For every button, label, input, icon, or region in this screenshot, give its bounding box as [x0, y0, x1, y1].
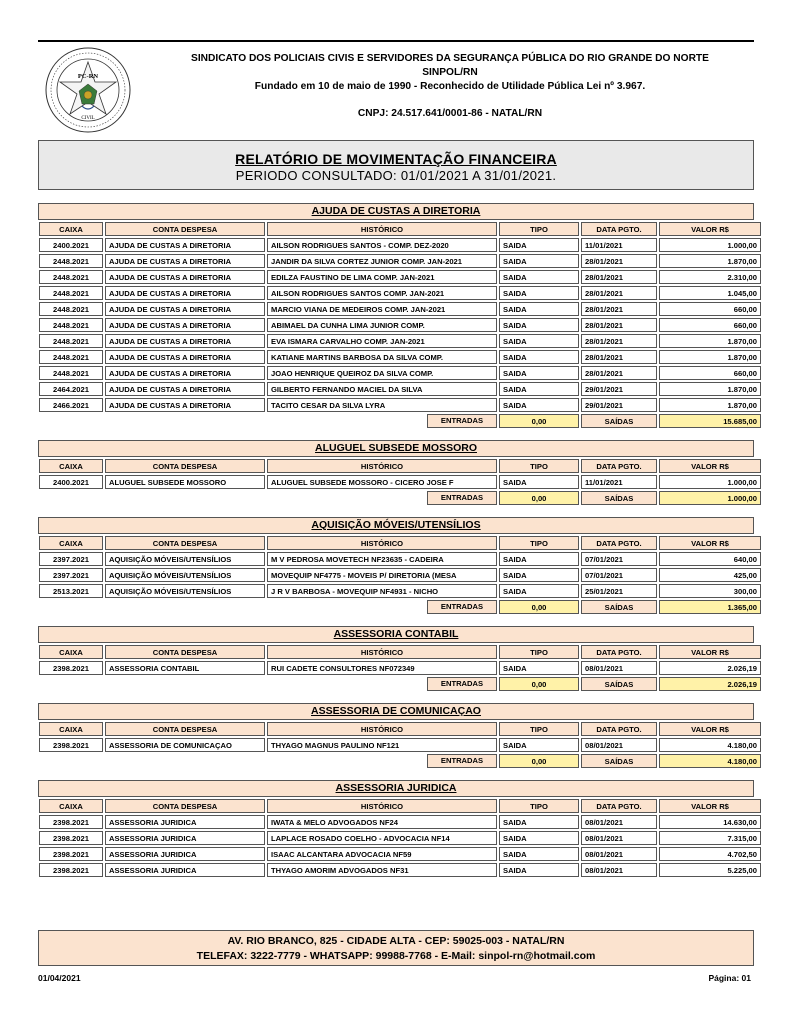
section-title-text: ASSESSORIA JURIDICA	[335, 782, 457, 794]
table-cell: ALUGUEL SUBSEDE MOSSORO - CICERO JOSE F	[267, 475, 497, 489]
table-cell: 08/01/2021	[581, 831, 657, 845]
table-cell: 660,00	[659, 302, 761, 316]
table-cell: 2398.2021	[39, 738, 103, 752]
table-row	[39, 475, 761, 489]
table-row	[39, 382, 761, 396]
entradas-label	[267, 414, 497, 428]
spacer-cell	[105, 677, 265, 691]
table-cell: AJUDA DE CUSTAS A DIRETORIA	[105, 350, 265, 364]
totals-row	[39, 414, 761, 428]
table-cell: TACITO CESAR DA SILVA LYRA	[267, 398, 497, 412]
table-cell: SAIDA	[499, 738, 579, 752]
table-row	[39, 286, 761, 300]
section-title-text: ASSESSORIA CONTABIL	[333, 628, 459, 640]
table-cell: 5.225,00	[659, 863, 761, 877]
org-name: SINDICATO DOS POLICIAIS CIVIS E SERVIDORES DA SEGURANÇA PÚBLICA DO RIO GRANDE DO NORTE	[191, 53, 709, 64]
footer-box	[38, 930, 754, 966]
table-cell: 08/01/2021	[581, 863, 657, 877]
table-cell: 2466.2021	[39, 398, 103, 412]
table-cell: ASSESSORIA JURIDICA	[105, 831, 265, 845]
report-title: RELATÓRIO DE MOVIMENTAÇÃO FINANCEIRA	[235, 151, 557, 167]
table-cell: 29/01/2021	[581, 382, 657, 396]
transactions-table	[37, 720, 763, 770]
spacer-cell	[39, 754, 103, 768]
table-cell: 29/01/2021	[581, 398, 657, 412]
column-header: TIPO	[499, 799, 579, 813]
section-spacer	[38, 616, 754, 626]
table-cell: 28/01/2021	[581, 334, 657, 348]
column-header: DATA PGTO.	[581, 536, 657, 550]
table-cell: 425,00	[659, 568, 761, 582]
column-header: HISTÓRICO	[267, 459, 497, 473]
table-cell: 2448.2021	[39, 270, 103, 284]
table-cell: 1.870,00	[659, 398, 761, 412]
column-header: TIPO	[499, 645, 579, 659]
table-cell: ALUGUEL SUBSEDE MOSSORO	[105, 475, 265, 489]
table-row	[39, 661, 761, 675]
column-header: VALOR R$	[659, 645, 761, 659]
table-cell: ASSESSORIA JURIDICA	[105, 815, 265, 829]
table-cell: 2.310,00	[659, 270, 761, 284]
table-cell: SAIDA	[499, 350, 579, 364]
entradas-label	[267, 600, 497, 614]
table-cell: SAIDA	[499, 382, 579, 396]
table-cell: 2448.2021	[39, 334, 103, 348]
footer-address: AV. RIO BRANCO, 825 - CIDADE ALTA - CEP: 59025-003 - NATAL/RN	[227, 935, 565, 947]
logo-text-bottom: CIVIL	[81, 116, 95, 121]
table-cell: SAIDA	[499, 568, 579, 582]
table-row	[39, 350, 761, 364]
column-header-row	[39, 536, 761, 550]
section-spacer	[38, 430, 754, 440]
footer-contact: TELEFAX: 3222-7779 - WHATSAPP: 99988-7768 - E-Mail: sinpol-rn@hotmail.com	[196, 950, 596, 962]
table-row	[39, 366, 761, 380]
column-header-row	[39, 645, 761, 659]
table-cell: JANDIR DA SILVA CORTEZ JUNIOR COMP. JAN-2021	[267, 254, 497, 268]
totals-row	[39, 491, 761, 505]
column-header: HISTÓRICO	[267, 222, 497, 236]
expense-section	[38, 517, 757, 626]
section-title-text: AQUISIÇÃO MÓVEIS/UTENSÍLIOS	[311, 519, 481, 531]
table-cell: SAIDA	[499, 863, 579, 877]
column-header: HISTÓRICO	[267, 536, 497, 550]
column-header: HISTÓRICO	[267, 799, 497, 813]
section-title	[38, 780, 754, 797]
table-cell: ASSESSORIA CONTABIL	[105, 661, 265, 675]
table-cell: ASSESSORIA JURIDICA	[105, 863, 265, 877]
table-cell: J R V BARBOSA - MOVEQUIP NF4931 - NICHO	[267, 584, 497, 598]
table-cell: AQUISIÇÃO MÓVEIS/UTENSÍLIOS	[105, 568, 265, 582]
table-cell: 4.702,50	[659, 847, 761, 861]
table-cell: AQUISIÇÃO MÓVEIS/UTENSÍLIOS	[105, 584, 265, 598]
table-cell: 640,00	[659, 552, 761, 566]
column-header: VALOR R$	[659, 722, 761, 736]
saidas-value: 15.685,00	[659, 414, 761, 428]
table-cell: MOVEQUIP NF4775 - MOVEIS P/ DIRETORIA (MESA	[267, 568, 497, 582]
column-header: CONTA DESPESA	[105, 222, 265, 236]
sections-container	[38, 203, 757, 879]
table-row	[39, 318, 761, 332]
table-row	[39, 302, 761, 316]
column-header-row	[39, 459, 761, 473]
saidas-value: 4.180,00	[659, 754, 761, 768]
table-cell: 28/01/2021	[581, 350, 657, 364]
table-cell: 2397.2021	[39, 552, 103, 566]
table-row	[39, 863, 761, 877]
transactions-table	[37, 457, 763, 507]
section-spacer	[38, 507, 754, 517]
table-cell: 4.180,00	[659, 738, 761, 752]
table-row	[39, 568, 761, 582]
expense-section	[38, 440, 757, 517]
section-title-text: AJUDA DE CUSTAS A DIRETORIA	[311, 205, 481, 217]
column-header: CAIXA	[39, 722, 103, 736]
page-number: Página: 01	[708, 973, 751, 983]
table-cell: SAIDA	[499, 661, 579, 675]
column-header: CAIXA	[39, 222, 103, 236]
table-cell: AJUDA DE CUSTAS A DIRETORIA	[105, 382, 265, 396]
column-header: HISTÓRICO	[267, 722, 497, 736]
table-cell: 300,00	[659, 584, 761, 598]
table-cell: AJUDA DE CUSTAS A DIRETORIA	[105, 254, 265, 268]
table-cell: 25/01/2021	[581, 584, 657, 598]
saidas-value: 1.000,00	[659, 491, 761, 505]
footer-date: 01/04/2021	[38, 973, 81, 983]
column-header: DATA PGTO.	[581, 645, 657, 659]
table-cell: RUI CADETE CONSULTORES NF072349	[267, 661, 497, 675]
table-cell: 08/01/2021	[581, 815, 657, 829]
column-header: CONTA DESPESA	[105, 459, 265, 473]
section-title-text: ASSESSORIA DE COMUNICAÇAO	[311, 705, 481, 717]
org-foundation: Fundado em 10 de maio de 1990 - Reconhecido de Utilidade Pública Lei nº 3.967.	[254, 81, 646, 92]
table-cell: LAPLACE ROSADO COELHO - ADVOCACIA NF14	[267, 831, 497, 845]
table-cell: 2397.2021	[39, 568, 103, 582]
table-cell: SAIDA	[499, 831, 579, 845]
entradas-value: 0,00	[499, 600, 579, 614]
table-cell: 1.045,00	[659, 286, 761, 300]
table-row	[39, 738, 761, 752]
section-title	[38, 203, 754, 220]
table-row	[39, 831, 761, 845]
table-cell: 08/01/2021	[581, 847, 657, 861]
table-row	[39, 270, 761, 284]
section-title	[38, 703, 754, 720]
expense-section	[38, 203, 757, 440]
section-title-text: ALUGUEL SUBSEDE MOSSORO	[315, 442, 477, 454]
table-cell: THYAGO MAGNUS PAULINO NF121	[267, 738, 497, 752]
table-cell: SAIDA	[499, 847, 579, 861]
table-cell: 2513.2021	[39, 584, 103, 598]
table-cell: AILSON RODRIGUES SANTOS - COMP. DEZ-2020	[267, 238, 497, 252]
table-cell: SAIDA	[499, 398, 579, 412]
table-cell: 1.870,00	[659, 350, 761, 364]
table-cell: 11/01/2021	[581, 238, 657, 252]
saidas-label: SAÍDAS	[581, 600, 657, 614]
table-cell: 2398.2021	[39, 661, 103, 675]
table-cell: 1.870,00	[659, 334, 761, 348]
table-cell: 14.630,00	[659, 815, 761, 829]
saidas-value: 2.026,19	[659, 677, 761, 691]
table-cell: 2448.2021	[39, 302, 103, 316]
column-header: TIPO	[499, 222, 579, 236]
table-cell: 1.000,00	[659, 238, 761, 252]
table-cell: 28/01/2021	[581, 254, 657, 268]
table-cell: 660,00	[659, 366, 761, 380]
table-row	[39, 815, 761, 829]
table-cell: AJUDA DE CUSTAS A DIRETORIA	[105, 366, 265, 380]
report-period: PERIODO CONSULTADO: 01/01/2021 A 31/01/2021.	[235, 168, 557, 183]
column-header: DATA PGTO.	[581, 799, 657, 813]
table-cell: AQUISIÇÃO MÓVEIS/UTENSÍLIOS	[105, 552, 265, 566]
spacer-cell	[39, 677, 103, 691]
table-cell: 28/01/2021	[581, 318, 657, 332]
table-cell: 2398.2021	[39, 847, 103, 861]
table-cell: SAIDA	[499, 286, 579, 300]
table-cell: AJUDA DE CUSTAS A DIRETORIA	[105, 318, 265, 332]
table-cell: ASSESSORIA JURIDICA	[105, 847, 265, 861]
spacer-cell	[39, 600, 103, 614]
table-row	[39, 552, 761, 566]
column-header: TIPO	[499, 722, 579, 736]
column-header: CAIXA	[39, 459, 103, 473]
table-cell: THYAGO AMORIM ADVOGADOS NF31	[267, 863, 497, 877]
saidas-label: SAÍDAS	[581, 754, 657, 768]
column-header: VALOR R$	[659, 799, 761, 813]
table-cell: 2464.2021	[39, 382, 103, 396]
saidas-value: 1.365,00	[659, 600, 761, 614]
column-header: CONTA DESPESA	[105, 722, 265, 736]
column-header: TIPO	[499, 536, 579, 550]
table-cell: 2448.2021	[39, 318, 103, 332]
table-cell: 2448.2021	[39, 366, 103, 380]
table-row	[39, 254, 761, 268]
table-cell: AJUDA DE CUSTAS A DIRETORIA	[105, 398, 265, 412]
table-cell: SAIDA	[499, 254, 579, 268]
section-title	[38, 440, 754, 457]
table-cell: GILBERTO FERNANDO MACIEL DA SILVA	[267, 382, 497, 396]
entradas-label	[267, 754, 497, 768]
entradas-label-box: ENTRADAS	[427, 754, 497, 768]
section-title	[38, 517, 754, 534]
logo-text-top: PC-RN	[77, 73, 99, 80]
table-cell: AJUDA DE CUSTAS A DIRETORIA	[105, 238, 265, 252]
column-header-row	[39, 222, 761, 236]
entradas-label-box: ENTRADAS	[427, 600, 497, 614]
table-cell: 2.026,19	[659, 661, 761, 675]
table-cell: 11/01/2021	[581, 475, 657, 489]
section-spacer	[38, 693, 754, 703]
table-cell: ASSESSORIA DE COMUNICAÇAO	[105, 738, 265, 752]
saidas-label: SAÍDAS	[581, 491, 657, 505]
table-cell: 1.870,00	[659, 254, 761, 268]
entradas-label-box: ENTRADAS	[427, 414, 497, 428]
table-cell: AJUDA DE CUSTAS A DIRETORIA	[105, 334, 265, 348]
totals-row	[39, 600, 761, 614]
column-header: HISTÓRICO	[267, 645, 497, 659]
table-cell: M V PEDROSA MOVETECH NF23635 - CADEIRA	[267, 552, 497, 566]
spacer-cell	[39, 414, 103, 428]
table-cell: 2398.2021	[39, 815, 103, 829]
entradas-label-box: ENTRADAS	[427, 677, 497, 691]
sinpol-seal-logo	[44, 46, 132, 134]
column-header: CAIXA	[39, 645, 103, 659]
organization-header	[150, 52, 750, 121]
table-cell: SAIDA	[499, 238, 579, 252]
table-row	[39, 238, 761, 252]
column-header: CAIXA	[39, 799, 103, 813]
table-cell: EVA ISMARA CARVALHO COMP. JAN-2021	[267, 334, 497, 348]
column-header: DATA PGTO.	[581, 722, 657, 736]
table-cell: SAIDA	[499, 815, 579, 829]
org-acronym: SINPOL/RN	[422, 67, 478, 78]
top-rule	[38, 40, 754, 42]
entradas-label-box: ENTRADAS	[427, 491, 497, 505]
spacer-cell	[105, 600, 265, 614]
table-cell: 7.315,00	[659, 831, 761, 845]
transactions-table	[37, 220, 763, 430]
table-cell: EDILZA FAUSTINO DE LIMA COMP. JAN-2021	[267, 270, 497, 284]
column-header-row	[39, 799, 761, 813]
transactions-table	[37, 534, 763, 616]
table-cell: 2448.2021	[39, 254, 103, 268]
org-cnpj: CNPJ: 24.517.641/0001-86 - NATAL/RN	[357, 108, 543, 119]
table-cell: AJUDA DE CUSTAS A DIRETORIA	[105, 302, 265, 316]
entradas-label	[267, 677, 497, 691]
table-cell: 08/01/2021	[581, 661, 657, 675]
spacer-cell	[105, 754, 265, 768]
column-header: CONTA DESPESA	[105, 799, 265, 813]
table-cell: 2398.2021	[39, 831, 103, 845]
table-cell: IWATA & MELO ADVOGADOS NF24	[267, 815, 497, 829]
table-cell: SAIDA	[499, 584, 579, 598]
column-header: VALOR R$	[659, 459, 761, 473]
table-cell: ISAAC ALCANTARA ADVOCACIA NF59	[267, 847, 497, 861]
table-cell: 660,00	[659, 318, 761, 332]
table-cell: 1.000,00	[659, 475, 761, 489]
transactions-table	[37, 643, 763, 693]
table-cell: 28/01/2021	[581, 286, 657, 300]
table-row	[39, 398, 761, 412]
spacer-cell	[39, 491, 103, 505]
totals-row	[39, 754, 761, 768]
table-cell: SAIDA	[499, 302, 579, 316]
table-cell: 28/01/2021	[581, 270, 657, 284]
transactions-table	[37, 797, 763, 879]
table-row	[39, 334, 761, 348]
table-cell: 07/01/2021	[581, 552, 657, 566]
table-cell: AILSON RODRIGUES SANTOS COMP. JAN-2021	[267, 286, 497, 300]
expense-section	[38, 703, 757, 780]
spacer-cell	[105, 491, 265, 505]
table-cell: 2448.2021	[39, 350, 103, 364]
table-cell: 07/01/2021	[581, 568, 657, 582]
table-cell: 28/01/2021	[581, 302, 657, 316]
table-cell: 28/01/2021	[581, 366, 657, 380]
entradas-label	[267, 491, 497, 505]
table-cell: 1.870,00	[659, 382, 761, 396]
table-cell: KATIANE MARTINS BARBOSA DA SILVA COMP.	[267, 350, 497, 364]
saidas-label: SAÍDAS	[581, 414, 657, 428]
expense-section	[38, 626, 757, 703]
table-cell: SAIDA	[499, 270, 579, 284]
table-cell: SAIDA	[499, 475, 579, 489]
expense-section	[38, 780, 757, 879]
entradas-value: 0,00	[499, 677, 579, 691]
column-header-row	[39, 722, 761, 736]
spacer-cell	[105, 414, 265, 428]
column-header: DATA PGTO.	[581, 222, 657, 236]
column-header: DATA PGTO.	[581, 459, 657, 473]
column-header: CONTA DESPESA	[105, 645, 265, 659]
table-row	[39, 584, 761, 598]
table-cell: ABIMAEL DA CUNHA LIMA JUNIOR COMP.	[267, 318, 497, 332]
table-cell: 2400.2021	[39, 475, 103, 489]
table-cell: SAIDA	[499, 552, 579, 566]
table-cell: 2398.2021	[39, 863, 103, 877]
table-row	[39, 847, 761, 861]
table-cell: 2448.2021	[39, 286, 103, 300]
column-header: VALOR R$	[659, 222, 761, 236]
column-header: CAIXA	[39, 536, 103, 550]
table-cell: SAIDA	[499, 366, 579, 380]
table-cell: JOAO HENRIQUE QUEIROZ DA SILVA COMP.	[267, 366, 497, 380]
report-title-box	[38, 140, 754, 190]
entradas-value: 0,00	[499, 754, 579, 768]
column-header: VALOR R$	[659, 536, 761, 550]
column-header: TIPO	[499, 459, 579, 473]
table-cell: 08/01/2021	[581, 738, 657, 752]
table-cell: SAIDA	[499, 334, 579, 348]
table-cell: SAIDA	[499, 318, 579, 332]
entradas-value: 0,00	[499, 414, 579, 428]
table-cell: MARCIO VIANA DE MEDEIROS COMP. JAN-2021	[267, 302, 497, 316]
saidas-label: SAÍDAS	[581, 677, 657, 691]
table-cell: AJUDA DE CUSTAS A DIRETORIA	[105, 270, 265, 284]
section-title	[38, 626, 754, 643]
column-header: CONTA DESPESA	[105, 536, 265, 550]
table-cell: AJUDA DE CUSTAS A DIRETORIA	[105, 286, 265, 300]
entradas-value: 0,00	[499, 491, 579, 505]
section-spacer	[38, 770, 754, 780]
totals-row	[39, 677, 761, 691]
table-cell: 2400.2021	[39, 238, 103, 252]
